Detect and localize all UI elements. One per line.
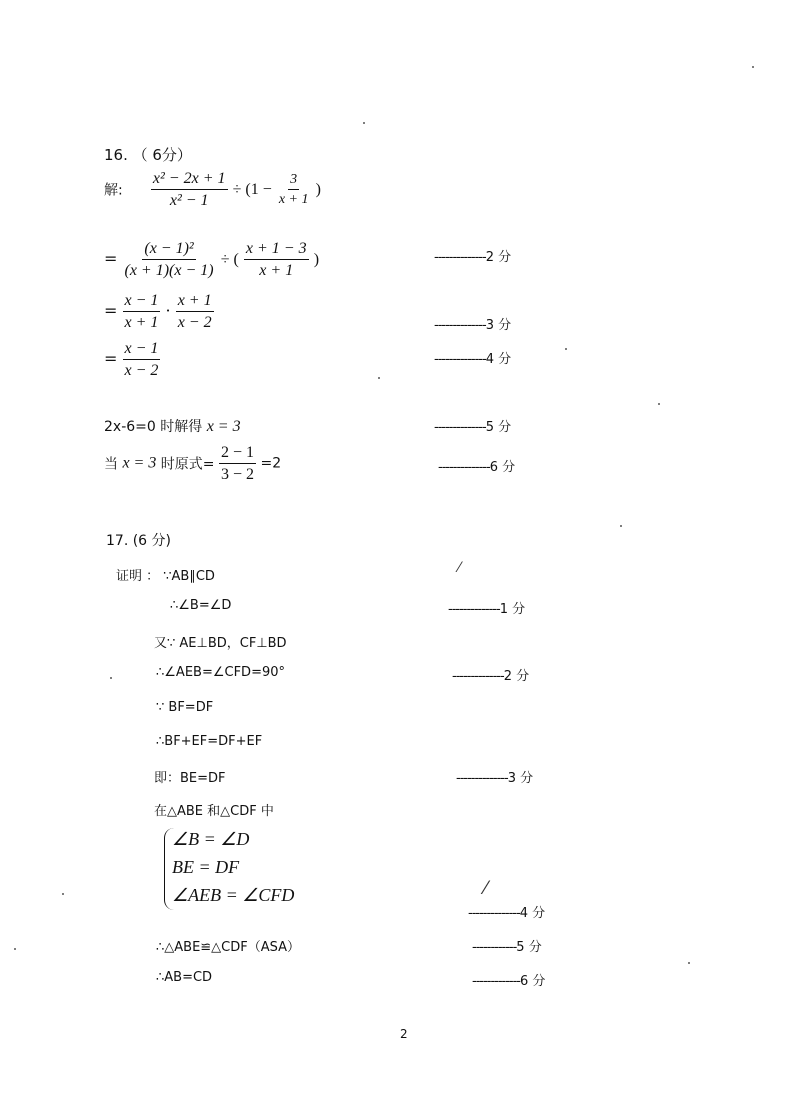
close-paren: ) — [315, 181, 321, 199]
step1-inner-numerator: x + 1 − 3 — [244, 240, 309, 260]
close-paren: ) — [313, 251, 320, 269]
expression-fraction — [151, 170, 228, 209]
proof-line: 在△ABE 和△CDF 中 — [154, 804, 274, 819]
proof-line: 又∵ AE⊥BD，CF⊥BD — [154, 636, 287, 651]
q16-step3 — [104, 340, 160, 379]
scan-speck — [363, 122, 365, 124]
score-value: 4 分 — [485, 352, 512, 367]
equals-sign: = — [104, 249, 118, 269]
q16-heading: 16. （ 6分） — [104, 146, 192, 164]
score-value: 1 分 — [499, 602, 526, 617]
eval-math: x = 3 — [122, 454, 157, 472]
equals-sign: = — [104, 301, 118, 321]
q16-condition — [104, 416, 241, 436]
score-mark: --------------5 分 — [434, 420, 512, 435]
system-equation: ∠B = ∠D — [172, 829, 250, 849]
score-mark: --------------3 分 — [434, 318, 512, 333]
score-value: 6 分 — [519, 974, 546, 989]
q16-step1 — [104, 240, 319, 279]
condition-math: x = 3 — [206, 418, 241, 435]
proof-line: ∴BF+EF=DF+EF — [156, 734, 263, 749]
expression-denominator: x² − 1 — [169, 191, 209, 209]
step2-a-denominator: x + 1 — [124, 313, 159, 331]
scan-speck — [110, 677, 112, 679]
score-value: 2 分 — [503, 669, 530, 684]
step1-denominator: (x + 1)(x − 1) — [124, 261, 214, 279]
eval-denominator: 3 − 2 — [221, 465, 255, 483]
expression-numerator: x² − 2x + 1 — [151, 170, 228, 190]
inner-fraction — [277, 172, 311, 207]
step3-numerator: x − 1 — [123, 340, 161, 360]
scan-speck — [620, 525, 622, 527]
proof-line: 证明 ： ∵AB∥CD — [116, 569, 215, 584]
proof-line: ∴∠B=∠D — [170, 598, 232, 613]
score-mark: --------------2 分 — [452, 669, 530, 684]
scan-speck — [62, 893, 64, 895]
solution-label: 解: — [104, 182, 123, 199]
score-value: 6 分 — [489, 460, 516, 475]
q16-expression — [104, 170, 321, 209]
eval-numerator: 2 − 1 — [219, 444, 256, 464]
score-value: 3 分 — [507, 771, 534, 786]
equals-sign: = — [104, 349, 118, 369]
scan-speck — [688, 962, 690, 964]
inner-numerator: 3 — [288, 172, 299, 189]
proof-line: ∴△ABE≌△CDF（ASA） — [156, 940, 301, 955]
proof-line: ∴AB=CD — [156, 970, 213, 985]
system-equation: BE = DF — [172, 857, 240, 877]
step3-fraction — [123, 340, 161, 379]
eval-prefix: 当 — [104, 456, 123, 473]
scan-speck — [378, 377, 380, 379]
step2-a-numerator: x − 1 — [123, 292, 161, 312]
score-value: 5 分 — [485, 420, 512, 435]
step2-fraction-b — [176, 292, 214, 331]
eval-result: =2 — [256, 455, 282, 472]
system-equation: ∠AEB = ∠CFD — [172, 885, 295, 905]
score-value: 5 分 — [516, 940, 542, 955]
step1-numerator: (x − 1)² — [142, 240, 195, 260]
score-value: 2 分 — [485, 250, 512, 265]
step3-denominator: x − 2 — [124, 361, 159, 379]
step2-fraction-a — [123, 292, 161, 331]
proof-line: ∴∠AEB=∠CFD=90° — [156, 665, 285, 680]
eval-mid: 时原式= — [156, 456, 215, 473]
proof-line: 即：BE=DF — [154, 771, 226, 786]
score-mark: --------------4 分 — [434, 352, 512, 367]
step1-inner-denominator: x + 1 — [259, 261, 294, 279]
scan-speck — [752, 66, 754, 68]
proof-line: ∵ BF=DF — [156, 700, 214, 715]
pen-mark: ⁄ — [484, 878, 488, 899]
score-mark: --------------1 分 — [448, 602, 526, 617]
score-mark: -------------6 分 — [472, 974, 546, 989]
score-mark: --------------3 分 — [456, 771, 534, 786]
step2-b-denominator: x − 2 — [177, 313, 212, 331]
q16-evaluation — [104, 444, 281, 483]
q16-step2 — [104, 292, 214, 331]
condition-text: 2x-6=0 时解得 — [104, 419, 207, 435]
score-value: 3 分 — [485, 318, 512, 333]
q17-heading: 17. (6 分) — [106, 533, 171, 549]
score-mark: --------------2 分 — [434, 250, 512, 265]
score-mark: ------------5 分 — [472, 940, 542, 955]
pen-mark: ⁄ — [458, 560, 461, 576]
step2-b-numerator: x + 1 — [176, 292, 214, 312]
division-operator: ÷ (1 − — [232, 181, 272, 199]
scan-speck — [14, 948, 16, 950]
division-operator: ÷ ( — [220, 251, 239, 269]
score-mark: --------------4 分 — [468, 906, 546, 921]
score-mark: --------------6 分 — [438, 460, 516, 475]
inner-denominator: x + 1 — [278, 191, 309, 207]
eval-fraction — [219, 444, 256, 483]
score-value: 4 分 — [519, 906, 546, 921]
step1-fraction — [123, 240, 216, 279]
scan-speck — [658, 403, 660, 405]
scan-speck — [565, 348, 567, 350]
step1-inner-fraction — [244, 240, 309, 279]
page-number: 2 — [400, 1027, 408, 1041]
multiply-dot: · — [165, 301, 171, 321]
